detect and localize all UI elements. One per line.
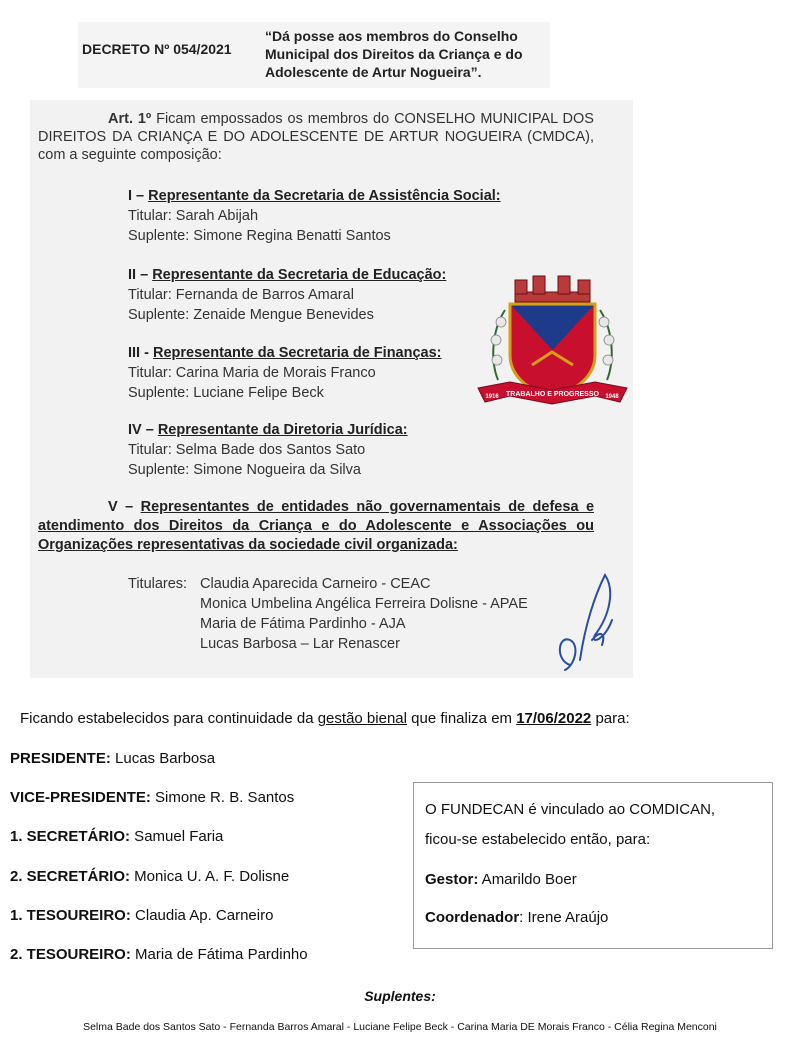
officer-row — [10, 750, 308, 789]
section-numeral: III - — [128, 345, 153, 361]
crest-year-left: 1916 — [485, 394, 499, 400]
handwritten-signature — [540, 565, 625, 675]
fundecan-line-1: O FUNDECAN é vinculado ao COMDICAN, — [425, 801, 716, 818]
section-heading: Representantes de entidades não governamentais de defesa e atendimento dos Direitos da Criança e do Adolescente e Associações ou Organizações representativas da sociedade civil organizada: — [38, 499, 595, 553]
fundecan-coordenador: Coordenador: Irene Araújo — [425, 909, 609, 926]
section-ii — [128, 265, 446, 325]
section-heading: Representante da Diretoria Jurídica: — [157, 422, 408, 438]
section-heading: Representante da Secretaria de Assistência Social: — [148, 188, 501, 204]
titulares-label: Titulares: — [128, 576, 188, 592]
section-numeral: I – — [128, 188, 149, 204]
officer-name: Claudia Ap. Carneiro — [130, 906, 274, 924]
suplente: Suplente: Simone Regina Benatti Santos — [128, 228, 391, 244]
term-intro: Ficando estabelecidos para continuidade da gestão bienal que finaliza em 17/06/2022 para: — [20, 710, 630, 727]
suplente: Suplente: Luciane Felipe Beck — [128, 385, 324, 401]
officer-row — [10, 868, 308, 907]
titular: Titular: Sarah Abijah — [128, 208, 259, 224]
officer-role: PRESIDENTE: — [10, 750, 111, 767]
section-i — [128, 186, 501, 246]
officer-role: 2. SECRETÁRIO: — [10, 867, 131, 885]
officer-role: 2. TESOUREIRO: — [10, 945, 131, 963]
titular: Titular: Fernanda de Barros Amaral — [128, 287, 354, 303]
officer-role: VICE-PRESIDENTE: — [10, 789, 151, 807]
officer-name: Monica U. A. F. Dolisne — [130, 867, 290, 885]
fundecan-gestor: Gestor: Amarildo Boer — [425, 871, 577, 888]
titulares-block — [128, 574, 528, 652]
officer-role: 1. SECRETÁRIO: — [10, 828, 131, 846]
officer-row — [10, 907, 308, 946]
fundecan-line-2: ficou-se estabelecido então, para: — [425, 831, 651, 848]
article-1 — [38, 110, 594, 164]
crest-year-right: 1948 — [605, 394, 619, 400]
titular-entity: Lucas Barbosa – Lar Renascer — [200, 636, 400, 652]
section-iv — [128, 420, 408, 480]
decree-title: “Dá posse aos membros do Conselho Municipal dos Direitos da Criança e do Adolescente de Artur Nogueira”. — [265, 28, 523, 80]
suplentes-list: Selma Bade dos Santos Sato - Fernanda Barros Amaral - Luciane Felipe Beck - Carina Maria DE Morais Franco - Célia Regina Menconi — [83, 1021, 717, 1033]
titular-entity: Monica Umbelina Angélica Ferreira Dolisne - APAE — [200, 596, 528, 612]
suplente: Suplente: Simone Nogueira da Silva — [128, 462, 361, 478]
term-type: gestão bienal — [317, 710, 407, 727]
municipal-coat-of-arms — [470, 270, 635, 420]
section-iii — [128, 343, 442, 403]
officer-name: Lucas Barbosa — [110, 750, 216, 767]
section-heading: Representante da Secretaria de Finanças: — [152, 345, 442, 361]
term-end-date: 17/06/2022 — [516, 710, 592, 727]
suplente: Suplente: Zenaide Mengue Benevides — [128, 307, 374, 323]
officer-row — [10, 828, 308, 867]
titular-entity: Claudia Aparecida Carneiro - CEAC — [200, 576, 431, 592]
officer-name: Samuel Faria — [130, 828, 224, 846]
officer-row — [10, 789, 308, 828]
section-numeral: IV – — [128, 422, 158, 438]
section-v — [38, 498, 594, 555]
titular-entity: Maria de Fátima Pardinho - AJA — [200, 616, 406, 632]
titular: Titular: Carina Maria de Morais Franco — [128, 365, 376, 381]
article-label: Art. 1º — [108, 111, 152, 127]
officer-role: 1. TESOUREIRO: — [10, 906, 131, 924]
section-heading: Representante da Secretaria de Educação: — [152, 267, 447, 283]
suplentes-heading: Suplentes: — [364, 988, 436, 1004]
officer-row — [10, 946, 308, 985]
crest-motto: TRABALHO E PROGRESSO — [506, 391, 599, 398]
section-numeral: II – — [128, 267, 153, 283]
officer-name: Maria de Fátima Pardinho — [130, 945, 308, 963]
article-text: Ficam empossados os membros do CONSELHO MUNICIPAL DOS DIREITOS DA CRIANÇA E DO ADOLESCENTE DE ARTUR NOGUEIRA (CMDCA), com a seguinte composição: — [38, 111, 594, 163]
titular: Titular: Selma Bade dos Santos Sato — [128, 442, 366, 458]
fundecan-box — [413, 782, 773, 949]
officers-list — [10, 750, 308, 985]
section-numeral: V – — [108, 499, 141, 515]
officer-name: Simone R. B. Santos — [150, 789, 295, 807]
decree-number: DECRETO Nº 054/2021 — [82, 41, 232, 57]
